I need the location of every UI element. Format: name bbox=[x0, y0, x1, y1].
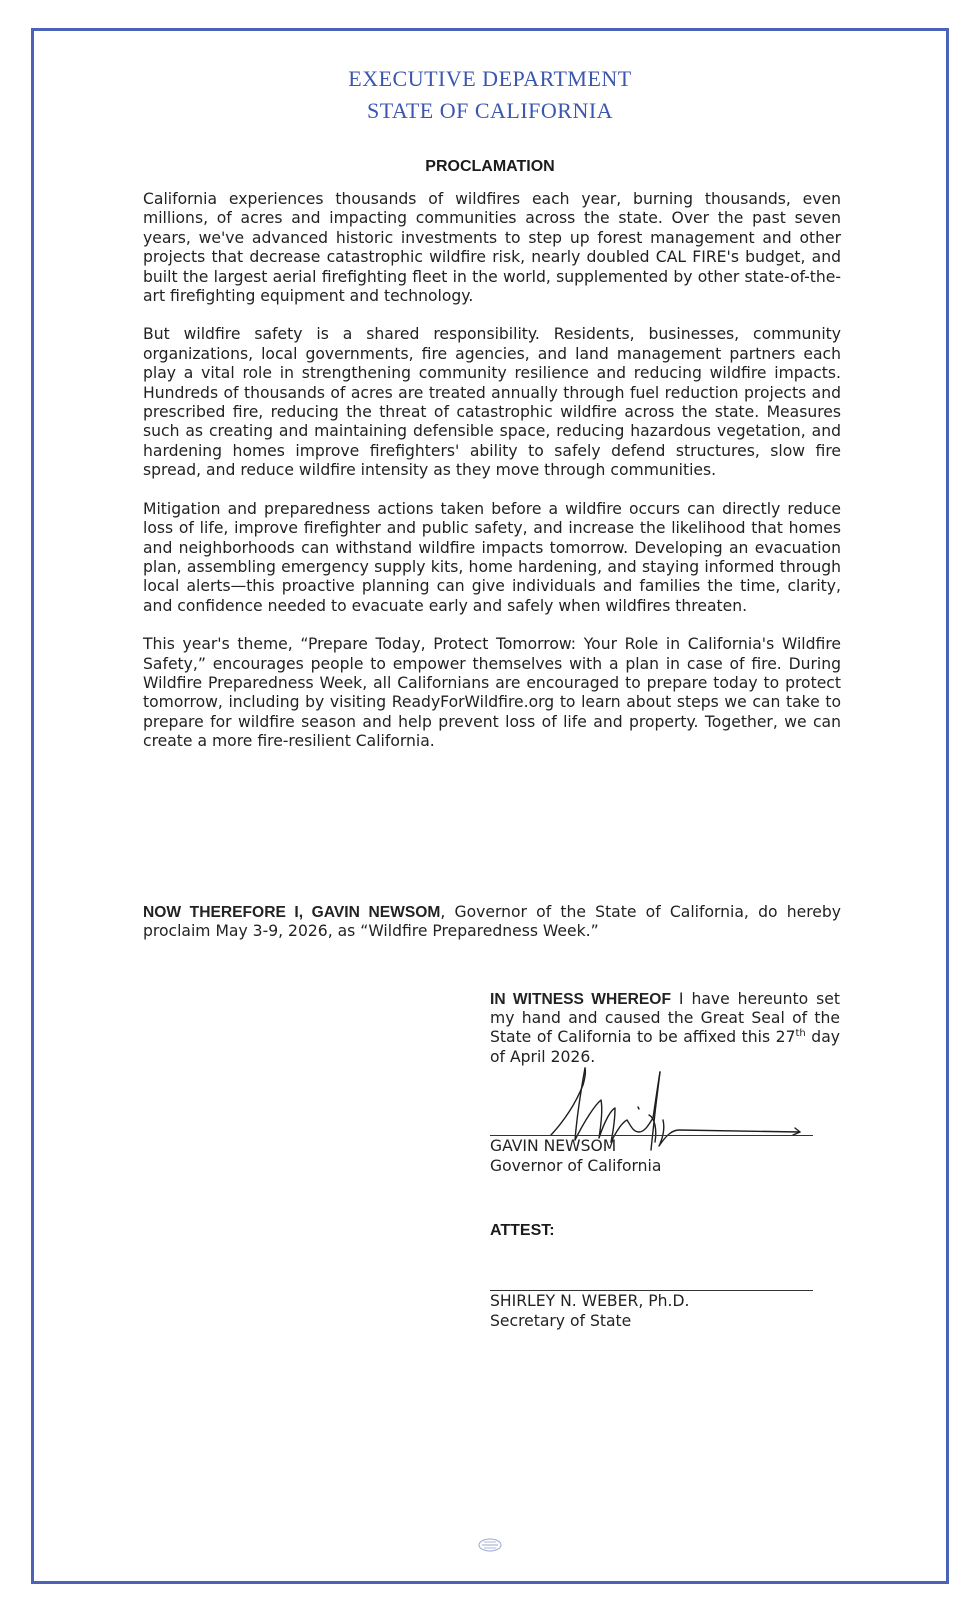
witness-text: I have hereunto set my hand and caused the Great Seal of the State of California to be affixed this 27 bbox=[490, 990, 840, 1047]
secretary-name: SHIRLEY N. WEBER, Ph.D. bbox=[490, 1292, 690, 1310]
watermark-seal-icon bbox=[478, 1538, 502, 1552]
paragraph-4: This year's theme, “Prepare Today, Protect Tomorrow: Your Role in California's Wildfire Safety,” encourages people to empower themselves with a plan in case of fire. During Wildfire Preparedness Week, all Californians are encouraged to prepare today to protect tomorrow, including by visiting ReadyForWildfire.org to learn about steps we can take to prepare for wildfire season and help prevent loss of life and property. Together, we can create a more fire-resilient California. bbox=[143, 635, 841, 751]
proclaim-text: , Governor of the State of California, do hereby proclaim May 3-9, 2026, as “Wildfire Preparedness Week.” bbox=[143, 903, 841, 941]
paragraph-1: California experiences thousands of wildfires each year, burning thousands, even millions, of acres and impacting communities across the state. Over the past seven years, we've advanced historic investments to step up forest management and other projects that decrease catastrophic wildfire risk, nearly doubled CAL FIRE's budget, and built the largest aerial firefighting fleet in the world, supplemented by other state-of-the-art firefighting equipment and technology. bbox=[143, 190, 841, 306]
governor-title: Governor of California bbox=[490, 1157, 662, 1175]
governor-name: GAVIN NEWSOM bbox=[490, 1137, 617, 1155]
secretary-title: Secretary of State bbox=[490, 1312, 632, 1330]
header-department: EXECUTIVE DEPARTMENT bbox=[348, 66, 632, 91]
witness-statement bbox=[490, 990, 840, 1067]
proclamation-body bbox=[143, 190, 841, 771]
proclaim-statement bbox=[143, 903, 841, 942]
header-state: STATE OF CALIFORNIA bbox=[366, 98, 614, 123]
paragraph-2: But wildfire safety is a shared responsibility. Residents, businesses, community organizations, local governments, fire agencies, and land management partners each play a vital role in strengthening community resilience and reducing wildfire impacts. Hundreds of thousands of acres are treated annually through fuel reduction projects and prescribed fire, reducing the threat of catastrophic wildfire across the state. Measures such as creating and maintaining defensible space, reducing hazardous vegetation, and hardening homes improve firefighters' ability to safely defend structures, slow fire spread, and reduce wildfire intensity as they move through communities. bbox=[143, 325, 841, 480]
witness-ordinal: th bbox=[795, 1028, 806, 1040]
witness-tail: day of April 2026. bbox=[490, 1028, 840, 1066]
attest-label: ATTEST: bbox=[490, 1222, 555, 1239]
proclaim-lead: NOW THEREFORE I, GAVIN NEWSOM bbox=[143, 904, 441, 921]
witness-lead: IN WITNESS WHEREOF bbox=[490, 991, 671, 1008]
proclamation-title: PROCLAMATION bbox=[425, 158, 555, 175]
paragraph-3: Mitigation and preparedness actions taken before a wildfire occurs can directly reduce loss of life, improve firefighter and public safety, and increase the likelihood that homes and neighborhoods can withstand wildfire impacts tomorrow. Developing an evacuation plan, assembling emergency supply kits, home hardening, and staying informed through local alerts—this proactive planning can give individuals and families the time, clarity, and confidence needed to evacuate early and safely when wildfires threaten. bbox=[143, 499, 841, 615]
